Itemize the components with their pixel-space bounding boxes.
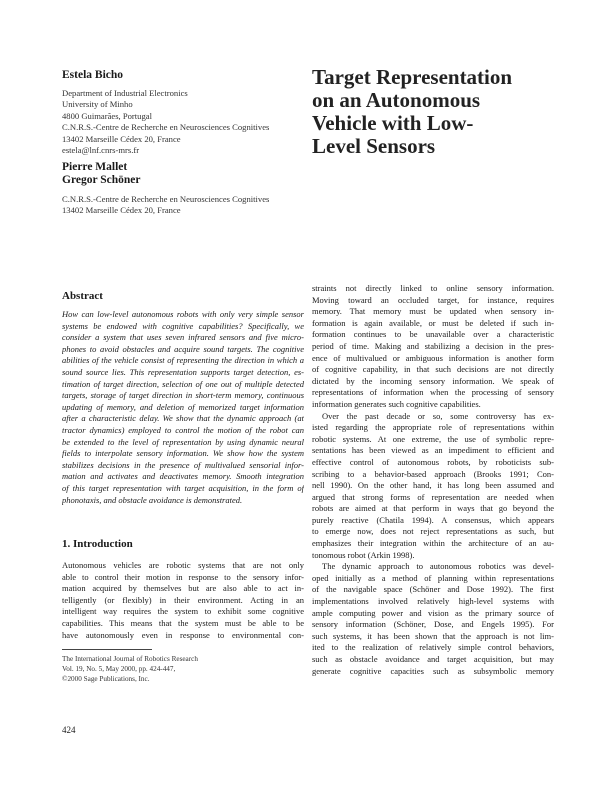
author-name: Estela Bicho	[62, 69, 124, 81]
title-line: Level Sensors	[312, 134, 436, 158]
text-line: ence of multivalued or ambiguous information is another form	[312, 352, 554, 363]
text-line: robotic systems. At one extreme, the use of symbolic repre-	[312, 433, 554, 444]
text-line: systems be endowed with cognitive capabilities? Specifically, we	[62, 320, 304, 331]
text-line: robots are aimed at that perform in ways that go beyond the	[312, 503, 554, 514]
affiliation-line: 13402 Marseille Cédex 20, France	[62, 133, 181, 144]
footnote-line: The International Journal of Robotics Research	[62, 655, 198, 663]
text-line: sound source lies. This representation supports target detection, es-	[62, 366, 304, 377]
text-line: purely reactive (Chatila 1994). A consensus, which appears	[312, 514, 554, 525]
text-line: ample computing power and vision as the primary source of	[312, 607, 554, 618]
text-line: effective control of autonomous robots, by roboticists sub-	[312, 456, 554, 467]
author-email: estela@lnf.cnrs-mrs.fr	[62, 145, 140, 156]
text-line: formation continues to be unavailable over a characteristic	[312, 329, 554, 340]
text-line: of cognitive capability, in that such decisions are not directly	[312, 364, 554, 375]
text-line: Moving toward an occluded target, for instance, requires	[312, 294, 554, 305]
text-line: emphasizes their integration within the architecture of an au-	[312, 538, 554, 549]
footnote	[62, 654, 198, 684]
footnote-line: ©2000 Sage Publications, Inc.	[62, 675, 150, 683]
affiliation-line: 4800 Guimarães, Portugal	[62, 110, 152, 121]
text-line: timation of target direction, selection of one out of multiple detected	[62, 378, 304, 389]
text-line: implementations involved relatively high-level systems with	[312, 596, 554, 607]
text-line: memory. That memory must be updated when sensory in-	[312, 306, 554, 317]
right-column-text	[312, 283, 554, 677]
text-line: How can low-level autonomous robots with only very simple sensor	[62, 309, 304, 319]
text-line: sensory information (Schöner, Dose, and Engels 1995). For	[312, 619, 554, 630]
text-line: updating of memory, and deletion of memorized target information	[62, 401, 304, 412]
text-line: sentations has been viewed as an impediment to efficient and	[312, 445, 554, 456]
text-line: Autonomous vehicles are robotic systems that are not only	[62, 560, 304, 570]
text-line: abilities of the vehicle consist of representing the direction in which a	[62, 355, 304, 366]
text-line: have autonomously even in response to environmental con-	[62, 629, 304, 640]
text-line: tractor dynamics) employed to control the motion of the robot can	[62, 424, 304, 435]
title-line: on an Autonomous	[312, 88, 481, 112]
abstract-heading: Abstract	[62, 290, 103, 302]
text-line: period of time. Making and stabilizing a decision in the pres-	[312, 340, 554, 351]
affiliation-line: C.N.R.S.-Centre de Recherche en Neurosciences Cognitives	[62, 194, 270, 204]
text-line: phonotaxis, and obstacle avoidance is demonstrated.	[62, 494, 243, 505]
text-line: ited to the realization of relatively simple control behaviors,	[312, 642, 554, 653]
section-heading: 1. Introduction	[62, 538, 133, 550]
affiliation-line: Department of Industrial Electronics	[62, 88, 188, 98]
text-line: argued that strong forms of representation are needed when	[312, 491, 554, 502]
text-line: phones to avoid obstacles and acquire sound targets. The cognitive	[62, 343, 304, 354]
paper-title	[312, 66, 562, 158]
text-line: isted regarding the appropriate role of representations within	[312, 422, 554, 433]
text-line: capabilities. This means that the system must be able to be	[62, 617, 304, 628]
affiliation-line: University of Minho	[62, 99, 133, 110]
text-line: telligently (or flexibly) in their environment. Acting in an	[62, 594, 304, 605]
text-line: consider a system that uses seven infrared sensors and five micro-	[62, 332, 304, 343]
text-line: mation and activates and deactivates memory. Smooth integration	[62, 471, 304, 482]
text-line: Over the past decade or so, some controversy has ex-	[322, 410, 554, 421]
introduction-text	[62, 560, 304, 641]
text-line: The dynamic approach to autonomous robotics was devel-	[322, 561, 554, 572]
title-line: Target Representation	[312, 65, 513, 89]
text-line: nell 1990). On the other hand, it has long been assumed and	[312, 480, 554, 491]
author-name: Pierre Mallet	[62, 161, 128, 173]
text-line: intelligent way requires the system to exhibit some cognitive	[62, 606, 304, 617]
text-line: representations of information when the processing of sensory	[312, 387, 554, 398]
text-line: information generates such cognitive capabilities.	[312, 398, 481, 409]
text-line: after a characteristic delay. We show that the dynamic approach (at	[62, 413, 304, 424]
text-line: tonomous robot (Arkin 1998).	[312, 549, 415, 560]
text-line: mation acquired by themselves but are also able to act in-	[62, 583, 304, 594]
footnote-divider	[62, 649, 152, 650]
author-affiliation	[62, 88, 269, 156]
text-line: targets, storage of target direction in short-term memory, continuous	[62, 390, 304, 401]
footnote-line: Vol. 19, No. 5, May 2000, pp. 424-447,	[62, 665, 176, 673]
text-line: stabilizes decisions in the presence of multivalued sensorial infor-	[62, 459, 304, 470]
text-line: able to control their motion in response to the sensory infor-	[62, 571, 304, 582]
author-name: Gregor Schöner	[62, 174, 141, 186]
affiliation-line: C.N.R.S.-Centre de Recherche en Neurosciences Cognitives	[62, 122, 270, 133]
page-number: 424	[62, 725, 76, 735]
affiliation-line: 13402 Marseille Cédex 20, France	[62, 205, 181, 216]
text-line: fields to interpolate sensory information. We show how the system	[62, 448, 304, 459]
text-line: scribing to a behavior-based approach (Brooks 1991; Con-	[312, 468, 554, 479]
title-line: Vehicle with Low-	[312, 111, 474, 135]
text-line: straints not directly linked to online sensory information.	[312, 283, 554, 293]
text-line: generate cognitive capacities such as subsymbolic memory	[312, 665, 554, 676]
text-line: dictated by the incoming sensory information. We speak of	[312, 375, 554, 386]
text-line: such as obstacle avoidance and target acquisition, but may	[312, 654, 554, 664]
text-line: oped initially as a method of planning within representations	[312, 572, 554, 583]
author-affiliation	[62, 194, 269, 217]
text-line: of this target representation with target acquisition, in the form of	[62, 482, 304, 493]
text-line: to emerge now, does not reject representations as such, but	[312, 526, 554, 537]
text-line: of the navigable space (Schöner and Dose 1992). The first	[312, 584, 554, 595]
text-line: be extended to the level of representation by using dynamic neural	[62, 436, 304, 447]
text-line: formation is again available, or must be deleted if such in-	[312, 317, 554, 328]
abstract-text	[62, 309, 304, 506]
text-line: such systems, it has been shown that the approach is not lim-	[312, 630, 554, 641]
